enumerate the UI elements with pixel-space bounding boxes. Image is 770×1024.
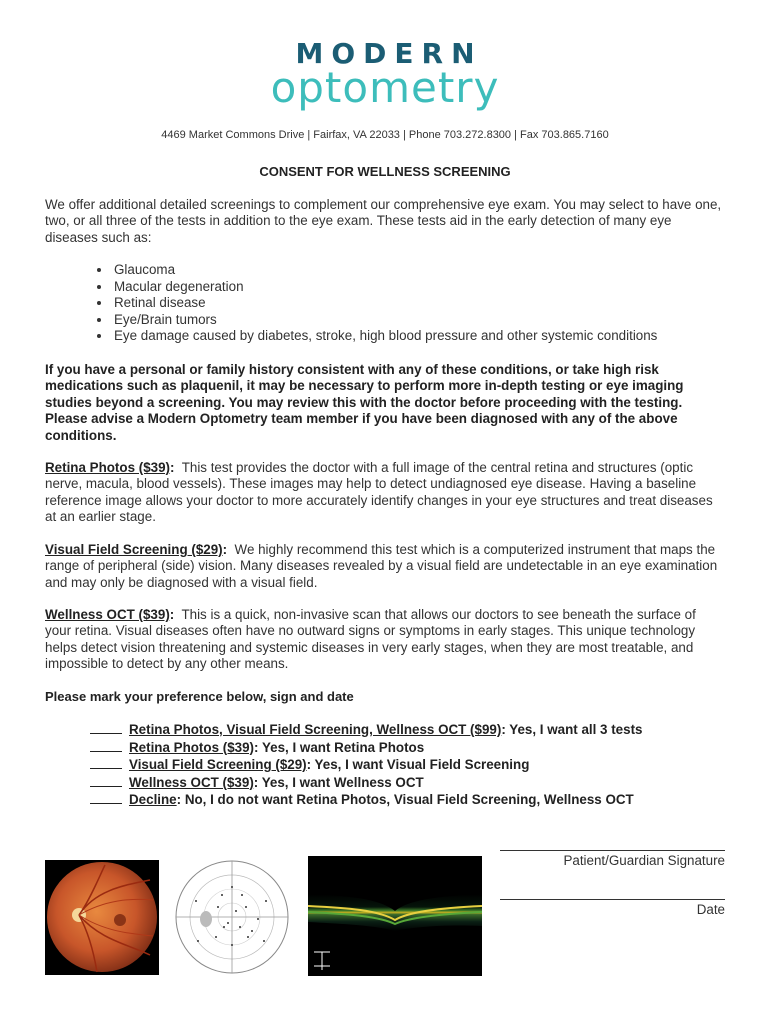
choice-blank[interactable] — [90, 739, 122, 752]
logo — [0, 37, 770, 112]
wellness-oct-heading: Wellness OCT ($39) — [45, 607, 170, 622]
retina-photos-description: This test provides the doctor with a full image of the central retina and structures (optic nerve, macula, blood vessels). These images may help to detect undiagnosed eye disease. Having a baseline reference image allows your doctor to more accurately identify changes in your eye structures and treat diseases at an earlier stage. — [45, 460, 713, 525]
choice-label: Wellness OCT ($39) — [129, 774, 254, 790]
choice-label: Retina Photos, Visual Field Screening, Wellness OCT ($99) — [129, 722, 502, 737]
wellness-oct-description: This is a quick, non-invasive scan that allows our doctors to see beneath the surface of your retina. Visual diseases often have no outward signs or symptoms in early stages. This unique technology helps detect vision threatening and systemic diseases in very early stages, when they are most treatable, and impossible to detect by any other means. — [45, 607, 696, 672]
choice-text: : Yes, I want Wellness OCT — [253, 774, 424, 790]
list-item: • Glaucoma — [112, 262, 657, 279]
list-item: • Retinal disease — [112, 295, 657, 312]
choice-label: Visual Field Screening ($29) — [129, 757, 307, 772]
choice-blank[interactable] — [90, 791, 122, 804]
list-item: • Eye damage caused by diabetes, stroke, high blood pressure and other systemic conditions — [112, 328, 657, 345]
visual-field-image — [174, 857, 291, 977]
retina-photo-image — [45, 860, 159, 975]
choice-text: : No, I do not want Retina Photos, Visual Field Screening, Wellness OCT — [176, 792, 634, 807]
choice-text: : Yes, I want all 3 tests — [501, 722, 643, 737]
conditions-list — [70, 262, 657, 345]
visual-field-heading: Visual Field Screening ($29) — [45, 542, 223, 557]
practice-address: 4469 Market Commons Drive | Fairfax, VA 22033 | Phone 703.272.8300 | Fax 703.865.7160 — [161, 129, 609, 141]
choice-retina-photos — [90, 739, 642, 757]
choice-decline — [90, 791, 642, 809]
wellness-oct-section: Wellness OCT ($39): This is a quick, non-invasive scan that allows our doctors to see beneath the surface of your retina. Visual diseases often have no outward signs or symptoms in early stages. This unique technology helps detect vision threatening and systemic diseases in very early stages, when they are most treatable, and impossible to detect by any other means. — [45, 607, 696, 672]
retina-photos-heading: Retina Photos ($39) — [45, 460, 171, 475]
form-title: CONSENT FOR WELLNESS SCREENING — [259, 164, 511, 179]
choice-text: : Yes, I want Retina Photos — [254, 739, 425, 755]
signature-label: Patient/Guardian Signature — [563, 853, 725, 868]
advisory-paragraph: If you have a personal or family history consistent with any of these conditions, or take high risk medications such as plaquenil, it may be necessary to perform more in-depth testing or eye imaging studies beyond a screening. You may review this with the doctor before proceeding with the testing. Please advise a Modern Optometry team member if you have been diagnosed with any of the above conditions. — [45, 362, 684, 443]
logo-modern-text: MODERN — [295, 37, 483, 70]
choice-label: Decline — [129, 792, 177, 807]
choice-label: Retina Photos ($39) — [129, 739, 255, 755]
logo-optometry-text: optometry — [270, 63, 500, 112]
choice-wellness-oct — [90, 774, 642, 792]
visual-field-description: We highly recommend this test which is a computerized instrument that maps the range of peripheral (side) vision. Many diseases revealed by a visual field are undetectable in an eye examination and may only be diagnosed with a visual field. — [45, 542, 718, 590]
signature-line[interactable] — [500, 850, 725, 851]
list-item: • Eye/Brain tumors — [112, 312, 657, 329]
retina-photos-section: Retina Photos ($39): This test provides the doctor with a full image of the central retina and structures (optic nerve, macula, blood vessels). These images may help to detect undiagnosed eye disease. Having a baseline reference image allows your doctor to more accurately identify changes in your eye structures and treat diseases at an earlier stage. — [45, 460, 713, 525]
visual-field-section: Visual Field Screening ($29): We highly recommend this test which is a computerized instrument that maps the range of peripheral (side) vision. Many diseases revealed by a visual field are undetectable in an eye examination and may only be diagnosed with a visual field. — [45, 542, 718, 590]
list-item: • Macular degeneration — [112, 279, 657, 296]
date-label: Date — [696, 902, 725, 917]
choice-all-three — [90, 721, 642, 739]
oct-scan-image — [308, 856, 482, 976]
choice-blank[interactable] — [90, 774, 122, 787]
intro-paragraph: We offer additional detailed screenings to complement our comprehensive eye exam. You may select to have one, two, or all three of the tests in addition to the eye exam. These tests aid in the early detection of many eye diseases such as: — [45, 197, 722, 245]
choice-text: : Yes, I want Visual Field Screening — [306, 757, 530, 772]
choice-blank[interactable] — [90, 721, 122, 734]
date-line[interactable] — [500, 899, 725, 900]
choice-visual-field — [90, 756, 642, 774]
choice-blank[interactable] — [90, 756, 122, 769]
choice-list — [90, 721, 642, 809]
preference-heading: Please mark your preference below, sign and date — [45, 689, 354, 704]
